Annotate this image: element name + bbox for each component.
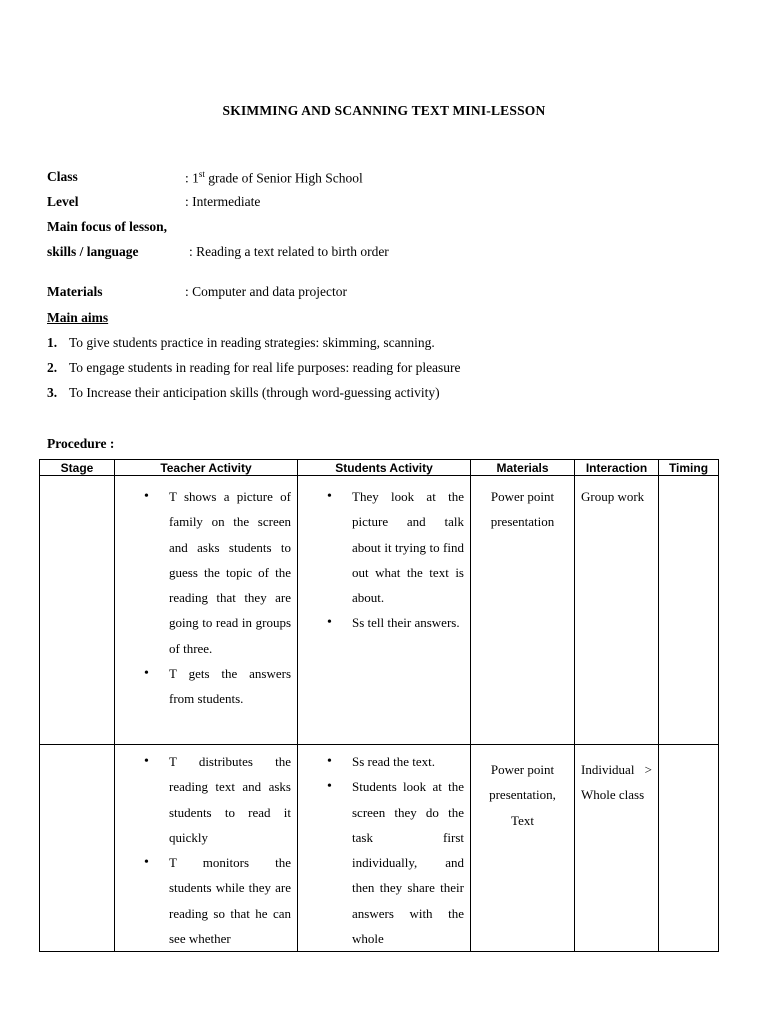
stage-cell [40,745,115,952]
column-header: Teacher Activity [115,460,298,476]
list-item: • T monitors the students while they are reading so that he can see whether [115,850,291,951]
list-item: • T distributes the reading text and asks students to read it quickly [115,749,291,850]
materials-cell: Power point presentation, Text [471,745,575,952]
level-label: Level [47,194,79,209]
list-item: • T shows a picture of family on the screen and asks students to guess the topic of the reading that they are going to read in groups of three. [115,484,291,661]
timing-cell [659,745,719,952]
procedure-table [39,459,719,952]
teacher-activity-cell [115,476,298,745]
aim-item: 3. To Increase their anticipation skills (through word-guessing activity) [47,385,440,400]
class-value: : 1st grade of Senior High School [185,169,363,186]
main-aims-heading: Main aims [47,310,109,325]
interaction-cell: Group work [575,476,659,745]
focus-label-1: Main focus of lesson, [47,219,168,234]
students-activity-cell [298,745,471,952]
materials-value: : Computer and data projector [185,284,347,299]
teacher-activity-cell [115,745,298,952]
procedure-heading: Procedure : [47,436,115,451]
list-item: • They look at the picture and talk about it trying to find out what the text is about. [298,484,464,610]
list-item: • Students look at the screen they do the task first individually, and then they share their answers with the whole [298,774,464,951]
column-header: Stage [40,460,115,476]
materials-label: Materials [47,284,103,299]
list-item: • Ss read the text. [298,749,464,774]
list-item: • Ss tell their answers. [298,610,464,635]
column-header: Timing [659,460,719,476]
timing-cell [659,476,719,745]
table-header-row [40,460,719,476]
aim-item: 1. To give students practice in reading strategies: skimming, scanning. [47,335,435,350]
stage-cell [40,476,115,745]
document-title: SKIMMING AND SCANNING TEXT MINI-LESSON [222,103,546,118]
class-label: Class [47,169,78,184]
table-row [40,476,719,745]
column-header: Materials [471,460,575,476]
materials-cell: Power point presentation [471,476,575,745]
column-header: Interaction [575,460,659,476]
interaction-cell: Individual > Whole class [575,745,659,952]
table-row [40,745,719,952]
level-value: : Intermediate [185,194,261,209]
students-activity-cell [298,476,471,745]
column-header: Students Activity [298,460,471,476]
focus-label-2: skills / language [47,244,139,259]
focus-value: : Reading a text related to birth order [189,244,389,259]
aim-item: 2. To engage students in reading for real life purposes: reading for pleasure [47,360,461,375]
list-item: • T gets the answers from students. [115,661,291,712]
